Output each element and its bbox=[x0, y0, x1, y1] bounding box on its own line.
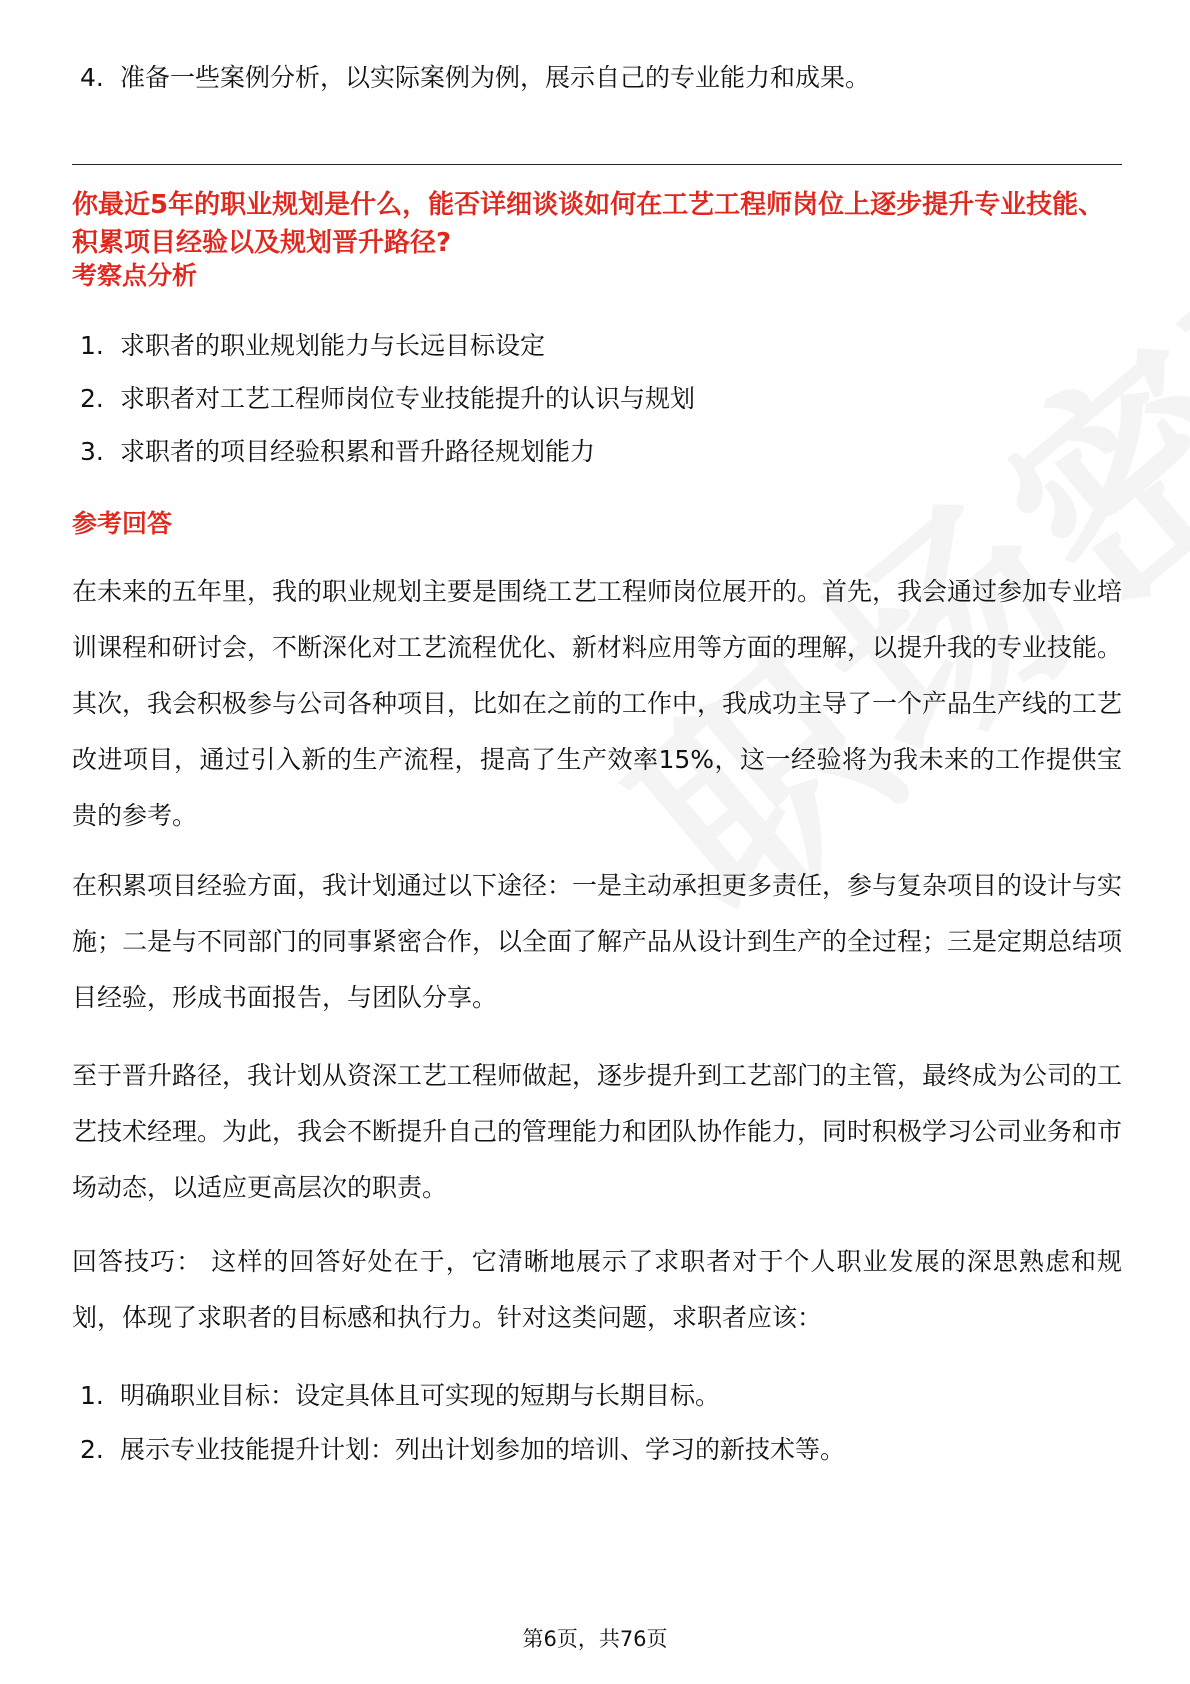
list-number: 2. bbox=[80, 1435, 104, 1464]
answer-tip-paragraph: 回答技巧： 这样的回答好处在于，它清晰地展示了求职者对于个人职业发展的深思熟虑和规划，体现了求职者的目标感和执行力。针对这类问题，求职者应该： bbox=[72, 1247, 1122, 1332]
list-item bbox=[80, 62, 870, 94]
tip-item bbox=[80, 1380, 720, 1412]
answer-paragraph: 至于晋升路径，我计划从资深工艺工程师做起，逐步提升到工艺部门的主管，最终成为公司的工艺技术经理。为此，我会不断提升自己的管理能力和团队协作能力，同时积极学习公司业务和市场动态，以适应更高层次的职责。 bbox=[72, 1061, 1123, 1202]
question-title: 你最近5年的职业规划是什么，能否详细谈谈如何在工艺工程师岗位上逐步提升专业技能、积累项目经验以及规划晋升路径? bbox=[72, 190, 1105, 258]
list-number: 1. bbox=[80, 1381, 104, 1410]
answer-heading: 参考回答 bbox=[72, 509, 173, 538]
list-number: 3. bbox=[80, 437, 104, 466]
list-text: 展示专业技能提升计划：列出计划参加的培训、学习的新技术等。 bbox=[120, 1435, 846, 1464]
list-text: 求职者对工艺工程师岗位专业技能提升的认识与规划 bbox=[120, 384, 696, 413]
page-footer: 第6页，共76页 bbox=[522, 1627, 668, 1651]
list-text: 准备一些案例分析，以实际案例为例，展示自己的专业能力和成果。 bbox=[120, 63, 871, 92]
list-text: 求职者的职业规划能力与长远目标设定 bbox=[120, 331, 546, 360]
analysis-item bbox=[80, 436, 595, 468]
answer-paragraph: 在未来的五年里，我的职业规划主要是围绕工艺工程师岗位展开的。首先，我会通过参加专业培训课程和研讨会，不断深化对工艺流程优化、新材料应用等方面的理解，以提升我的专业技能。其次，我会积极参与公司各种项目，比如在之前的工作中，我成功主导了一个产品生产线的工艺改进项目，通过引入新的生产流程，提高了生产效率15%，这一经验将为我未来的工作提供宝贵的参考。 bbox=[72, 577, 1123, 830]
tip-item bbox=[80, 1434, 845, 1466]
list-text: 求职者的项目经验积累和晋升路径规划能力 bbox=[120, 437, 596, 466]
list-number: 1. bbox=[80, 331, 104, 360]
divider bbox=[72, 164, 1122, 165]
list-number: 4. bbox=[80, 63, 104, 92]
answer-paragraph: 在积累项目经验方面，我计划通过以下途径：一是主动承担更多责任，参与复杂项目的设计与实施；二是与不同部门的同事紧密合作，以全面了解产品从设计到生产的全过程；三是定期总结项目经验，形成书面报告，与团队分享。 bbox=[72, 871, 1123, 1012]
list-number: 2. bbox=[80, 384, 104, 413]
analysis-item bbox=[80, 383, 695, 415]
analysis-item bbox=[80, 330, 545, 362]
list-text: 明确职业目标：设定具体且可实现的短期与长期目标。 bbox=[120, 1381, 721, 1410]
analysis-heading: 考察点分析 bbox=[72, 261, 198, 290]
